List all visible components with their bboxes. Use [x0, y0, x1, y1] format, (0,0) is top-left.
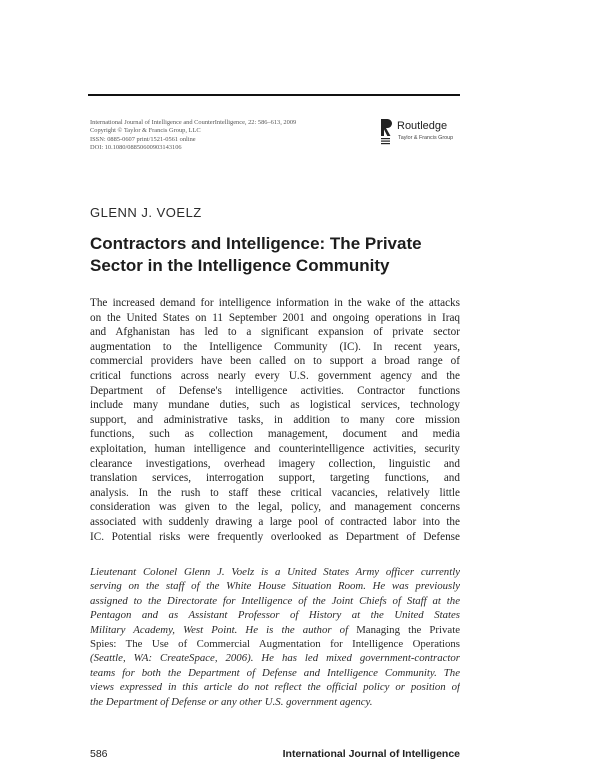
body-line: augmentation to the Intelligence Community (IC). In recent years,	[90, 340, 460, 353]
author-bio-footnote	[90, 565, 460, 709]
body-line: associated with suddenly drawing a large pool of contracted labor into the	[90, 515, 460, 528]
body-line: include many mundane duties, such as logistical services, technology	[90, 399, 460, 412]
title-line: Sector in the Intelligence Community	[90, 256, 390, 275]
body-line: on the United States on 11 September 2001 and ongoing operations in Iraq	[90, 311, 460, 324]
bio-line: teams for both the Department of Defense and Intelligence Community. The	[90, 666, 460, 679]
running-head: International Journal of Intelligence	[282, 748, 460, 760]
body-line: IC. Potential risks were frequently overlooked as Department of Defense	[90, 530, 460, 543]
book-title: Spies: The Use of Commercial Augmentation for Intelligence Operations	[90, 637, 460, 650]
bio-line: (Seattle, WA: CreateSpace, 2006). He has led mixed government-contractor	[90, 652, 460, 665]
article-body	[90, 296, 460, 544]
title-line: Contractors and Intelligence: The Private	[90, 234, 422, 253]
body-line: exploitation, human intelligence and counterintelligence activities, security	[90, 442, 460, 455]
copyright-line: Copyright © Taylor & Francis Group, LLC	[90, 127, 201, 135]
bio-line: the Department of Defense or any other U.S. government agency.	[90, 695, 373, 708]
publisher-group: Taylor & Francis Group	[398, 135, 454, 141]
page-footer	[90, 748, 460, 762]
publisher-logo	[380, 118, 470, 150]
routledge-r-icon	[380, 118, 392, 148]
bio-line: Lieutenant Colonel Glenn J. Voelz is a United States Army officer currently	[90, 566, 460, 578]
bio-line	[90, 623, 460, 637]
body-line: consideration was given to the legal, policy, and management concerns	[90, 501, 460, 514]
body-line: and Afghanistan has led to a significant expansion of private sector	[90, 326, 460, 339]
bio-text: Military Academy, West Point. He is the author of	[90, 623, 357, 636]
body-line: critical functions across nearly every U.S. government agency and the	[90, 369, 460, 382]
bio-line: Pentagon and as Assistant Professor of History at the United States	[90, 609, 460, 622]
book-title: Managing the Private	[356, 623, 460, 636]
issn-line: ISSN: 0885-0607 print/1521-0561 online	[90, 135, 196, 143]
doi-line: DOI: 10.1080/08850600903143106	[90, 144, 182, 152]
publisher-name: Routledge	[397, 120, 448, 132]
bio-line: serving on the staff of the White House Situation Room. He was previously	[90, 580, 460, 593]
body-line: Department of Defense's intelligence activities. Contractor functions	[90, 384, 460, 397]
article-title	[90, 233, 470, 277]
page-number: 586	[90, 748, 108, 760]
header-rule	[88, 94, 460, 96]
citation-block	[90, 119, 360, 153]
author-name: GLENN J. VOELZ	[90, 205, 202, 220]
body-line: translation services, interrogation support, targeting functions, and	[90, 472, 460, 485]
body-line: analysis. In the rush to staff these critical vacancies, relatively little	[90, 486, 460, 499]
body-line: commercial providers have been called on to support a broad range of	[90, 355, 460, 368]
body-line: support, and administrative tasks, in addition to many core mission	[90, 413, 460, 426]
body-line: clearance investigations, overhead imagery collection, linguistic and	[90, 457, 460, 470]
citation-line: International Journal of Intelligence and CounterIntelligence, 22: 586–613, 2009	[90, 119, 297, 126]
bio-line: views expressed in this article do not reflect the official policy or position of	[90, 681, 460, 694]
body-line: The increased demand for intelligence information in the wake of the attacks	[90, 297, 460, 309]
body-line: functions, such as collection management, document and media	[90, 428, 460, 441]
bio-line: assigned to the Directorate for Intelligence of the Joint Chiefs of Staff at the	[90, 594, 460, 607]
